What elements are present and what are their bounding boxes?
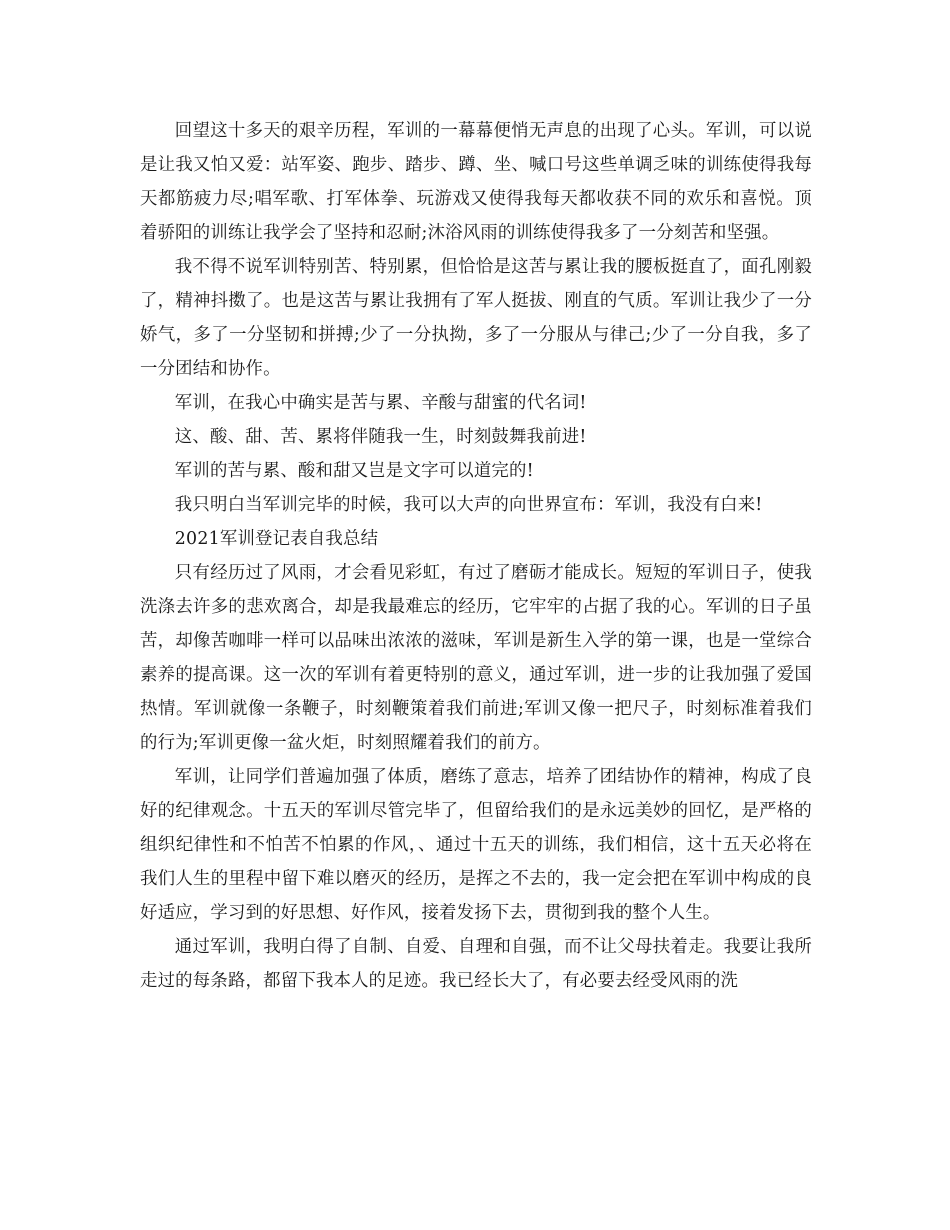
section-heading: 2021军训登记表自我总结	[174, 529, 379, 549]
paragraph: 只有经历过了风雨，才会看见彩虹，有过了磨砺才能成长。短短的军训日子，使我洗涤去许多的悲欢离合，却是我最难忘的经历，它牢牢的占据了我的心。军训的日子虽苦，却像苦咖啡一样可以品味出浓浓的滋味，军训是新生入学的第一课，也是一堂综合素养的提高课。这一次的军训有着更特别的意义，通过军训，进一步的让我加强了爱国热情。军训就像一条鞭子，时刻鞭策着我们前进;军训又像一把尺子，时刻标准着我们的行为;军训更像一盆火炬，时刻照耀着我们的前方。	[140, 563, 812, 753]
paragraph: 军训，在我心中确实是苦与累、辛酸与甜蜜的代名词!	[174, 393, 587, 413]
paragraph: 军训的苦与累、酸和甜又岂是文字可以道完的!	[174, 461, 534, 481]
paragraph: 通过军训，我明白得了自制、自爱、自理和自强，而不让父母扶着走。我要让我所走过的每条路，都留下我本人的足迹。我已经长大了，有必要去经受风雨的洗	[140, 937, 812, 991]
paragraph: 回望这十多天的艰辛历程，军训的一幕幕便悄无声息的出现了心头。军训，可以说是让我又怕又爱：站军姿、跑步、踏步、蹲、坐、喊口号这些单调乏味的训练使得我每天都筋疲力尽;唱军歌、打军体拳、玩游戏又使得我每天都收获不同的欢乐和喜悦。顶着骄阳的训练让我学会了坚持和忍耐;沐浴风雨的训练使得我多了一分刻苦和坚强。	[140, 121, 812, 243]
paragraph: 这、酸、甜、苦、累将伴随我一生，时刻鼓舞我前进!	[174, 427, 587, 447]
paragraph: 我不得不说军训特别苦、特别累，但恰恰是这苦与累让我的腰板挺直了，面孔刚毅了，精神抖擞了。也是这苦与累让我拥有了军人挺拔、刚直的气质。军训让我少了一分娇气，多了一分坚韧和拼搏;少了一分执拗，多了一分服从与律己;少了一分自我，多了一分团结和协作。	[140, 257, 812, 379]
paragraph: 我只明白当军训完毕的时候，我可以大声的向世界宣布：军训，我没有白来!	[174, 495, 763, 515]
paragraph: 军训，让同学们普遍加强了体质，磨练了意志，培养了团结协作的精神，构成了良好的纪律观念。十五天的军训尽管完毕了，但留给我们的是永远美妙的回忆，是严格的组织纪律性和不怕苦不怕累的作风，、通过十五天的训练，我们相信，这十五天必将在我们人生的里程中留下难以磨灭的经历，是挥之不去的，我一定会把在军训中构成的良好适应，学习到的好思想、好作风，接着发扬下去，贯彻到我的整个人生。	[140, 767, 812, 923]
document-body	[140, 114, 812, 998]
